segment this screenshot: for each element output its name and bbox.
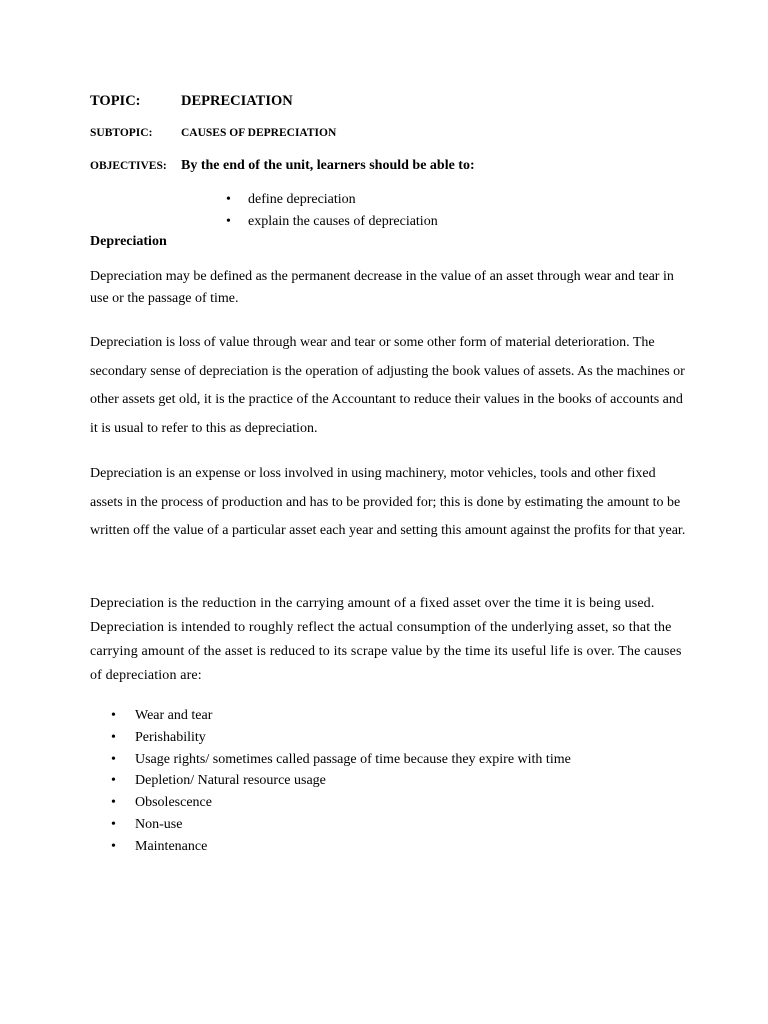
cause-text: Perishability	[135, 729, 206, 745]
paragraph-definition: Depreciation may be defined as the permanent decrease in the value of an asset through wear and tear in use or the passage of time.	[90, 269, 674, 306]
bullet-icon: •	[111, 773, 116, 789]
subtopic-value: CAUSES OF DEPRECIATION	[181, 127, 337, 139]
bullet-icon: •	[111, 816, 116, 832]
cause-text: Non-use	[135, 816, 183, 832]
cause-text: Depletion/ Natural resource usage	[135, 773, 326, 789]
bullet-icon: •	[226, 213, 231, 229]
paragraph-expense: Depreciation is an expense or loss involved in using machinery, motor vehicles, tools and other fixed assets in the process of production and has to be provided for; this is done by estimating the amount to be written off the value of a particular asset each year and setting this amount against the profits for that year.	[90, 466, 686, 538]
bullet-icon: •	[111, 708, 116, 723]
bullet-icon: •	[111, 729, 116, 745]
bullet-icon: •	[111, 751, 116, 767]
paragraph-carrying-amount: Depreciation is the reduction in the carrying amount of a fixed asset over the time it is being used. Depreciation is intended to roughly reflect the actual consumption of the underlying asset, so that the carrying amount of the asset is reduced to its scrape value by the time its useful life is over. The causes of depreciation are:	[90, 596, 682, 683]
bullet-icon: •	[111, 838, 116, 854]
cause-text: Maintenance	[135, 838, 208, 854]
cause-text: Usage rights/ sometimes called passage of time because they expire with time	[135, 751, 571, 767]
cause-text: Obsolescence	[135, 795, 212, 811]
bullet-icon: •	[226, 192, 231, 207]
objectives-intro: By the end of the unit, learners should be able to:	[181, 158, 475, 173]
objective-text: define depreciation	[248, 192, 356, 207]
objective-text: explain the causes of depreciation	[248, 213, 438, 229]
objectives-label: OBJECTIVES:	[90, 160, 167, 172]
topic-label: TOPIC:	[90, 93, 141, 109]
subtopic-label: SUBTOPIC:	[90, 127, 153, 139]
topic-value: DEPRECIATION	[181, 93, 293, 109]
cause-text: Wear and tear	[135, 708, 213, 723]
bullet-icon: •	[111, 795, 116, 811]
section-title: Depreciation	[90, 234, 167, 249]
paragraph-loss-of-value: Depreciation is loss of value through wear and tear or some other form of material deterioration. The secondary sense of depreciation is the operation of adjusting the book values of assets. As the machines or other assets get old, it is the practice of the Accountant to reduce their values in the books of accounts and it is usual to refer to this as depreciation.	[90, 335, 685, 436]
